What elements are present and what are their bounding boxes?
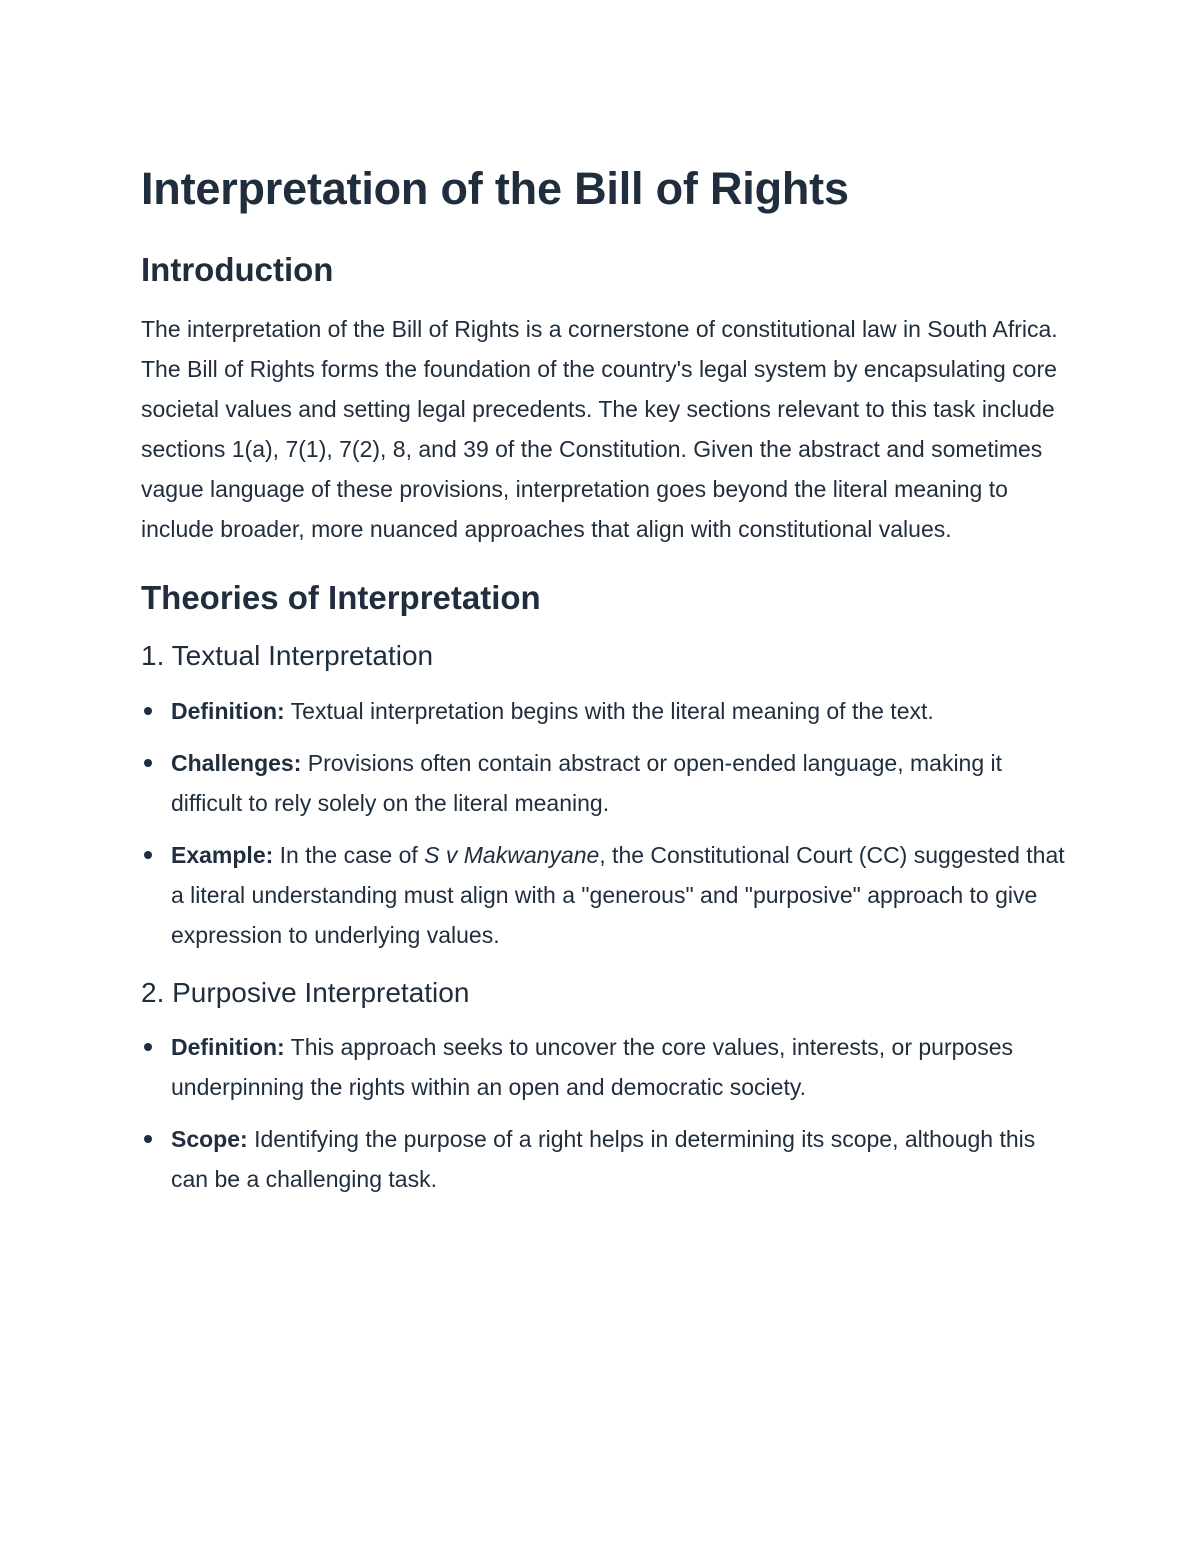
purposive-interpretation-list <box>141 1027 1066 1199</box>
list-item <box>141 835 1066 955</box>
bullet-icon <box>144 851 152 859</box>
document-page <box>141 160 1066 1219</box>
case-name: S v Makwanyane <box>424 841 600 868</box>
bullet-icon <box>144 1135 152 1143</box>
bullet-icon <box>144 759 152 767</box>
bullet-icon <box>144 1043 152 1051</box>
item-label: Challenges: <box>171 749 302 776</box>
item-label: Example: <box>171 841 274 868</box>
item-text: Provisions often contain abstract or open-ended language, making it difficult to rely solely on the literal meaning. <box>171 749 1003 816</box>
document-title: Interpretation of the Bill of Rights <box>141 163 849 214</box>
list-item <box>141 691 1066 731</box>
item-text: Textual interpretation begins with the literal meaning of the text. <box>284 697 934 724</box>
item-text: Identifying the purpose of a right helps in determining its scope, although this can be a challenging task. <box>171 1126 1036 1193</box>
textual-interpretation-heading: 1. Textual Interpretation <box>141 640 434 672</box>
textual-interpretation-list <box>141 691 1066 955</box>
item-text-pre: In the case of <box>273 841 425 868</box>
list-item <box>141 1119 1066 1199</box>
list-item <box>141 1027 1066 1107</box>
item-text-post: , the Constitutional Court (CC) suggested that a literal understanding must align with a "generous" and "purposive" approach to give expression to underlying values. <box>171 841 1065 948</box>
theories-heading: Theories of Interpretation <box>141 579 541 617</box>
bullet-icon <box>144 707 152 715</box>
item-text: This approach seeks to uncover the core values, interests, or purposes underpinning the rights within an open and democratic society. <box>171 1034 1013 1101</box>
item-label: Definition: <box>171 697 285 724</box>
list-item <box>141 743 1066 823</box>
item-label: Definition: <box>171 1034 285 1061</box>
introduction-heading: Introduction <box>141 250 334 288</box>
purposive-interpretation-heading: 2. Purposive Interpretation <box>141 976 470 1008</box>
item-label: Scope: <box>171 1126 248 1153</box>
introduction-paragraph: The interpretation of the Bill of Rights is a cornerstone of constitutional law in South Africa. The Bill of Rights forms the foundation of the country's legal system by encapsulating core societal values and setting legal precedents. The key sections relevant to this task include sections 1(a), 7(1), 7(2), 8, and 39 of the Constitution. Given the abstract and sometimes vague language of these provisions, interpretation goes beyond the literal meaning to include broader, more nuanced approaches that align with constitutional values. <box>141 316 1058 543</box>
